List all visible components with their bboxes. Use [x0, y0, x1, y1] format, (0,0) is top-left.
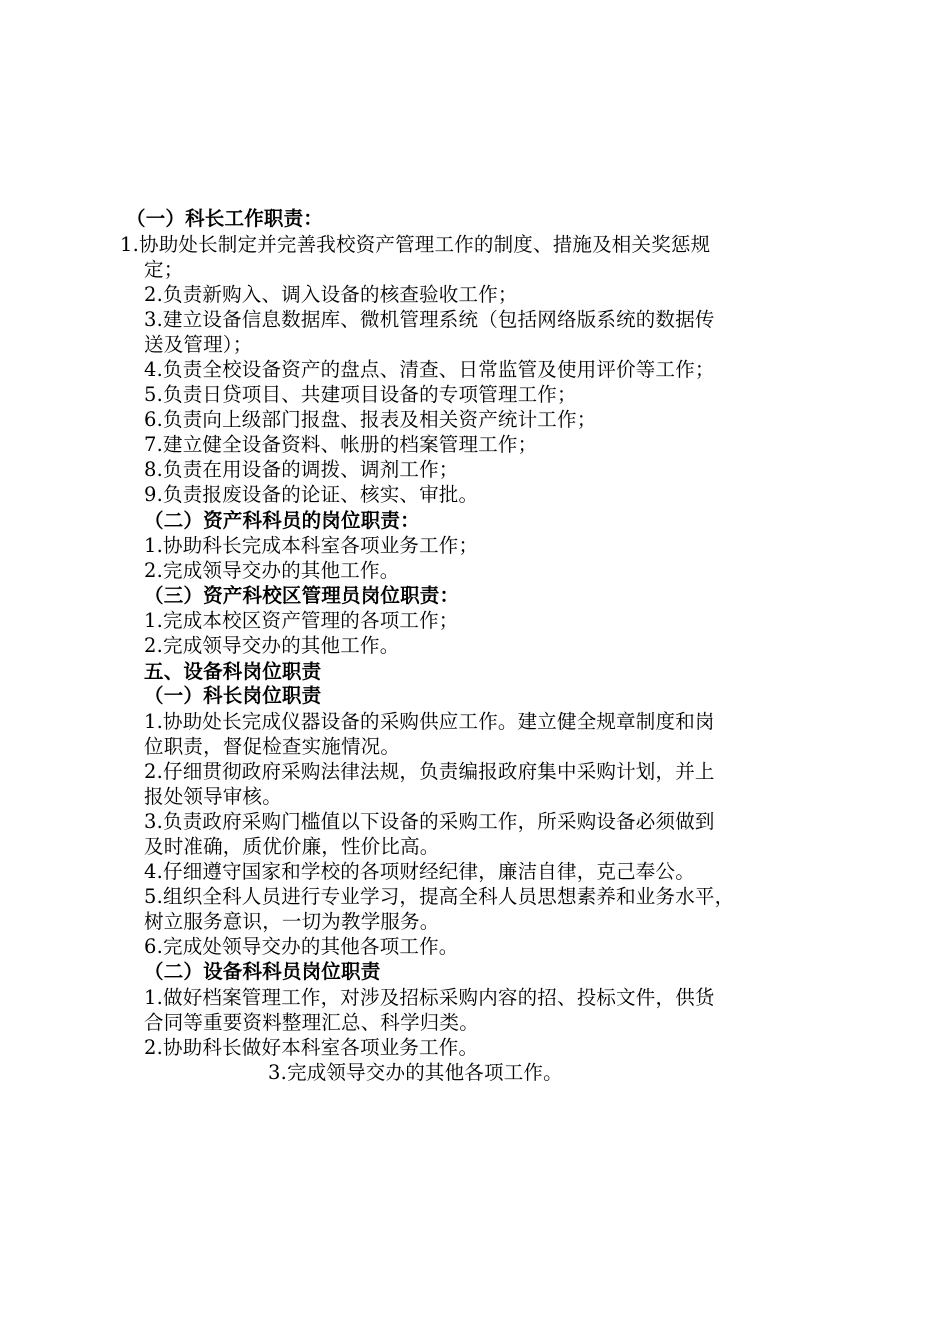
duty-item: 6.负责向上级部门报盘、报表及相关资产统计工作；	[144, 408, 597, 431]
duty-item: 6.完成处领导交办的其他各项工作。	[144, 935, 459, 958]
duty-item: 2.仔细贯彻政府采购法律法规，负责编报政府集中采购计划，并上	[144, 760, 715, 783]
duty-item: 8.负责在用设备的调拨、调剂工作；	[144, 458, 459, 481]
section-heading-equipment-dept: 五、设备科岗位职责	[144, 660, 322, 683]
duty-item-continued: 合同等重要资料整理汇总、科学归类。	[144, 1011, 479, 1034]
duty-item: 1.做好档案管理工作，对涉及招标采购内容的招、投标文件，供货	[144, 986, 715, 1009]
duty-item: 4.负责全校设备资产的盘点、清查、日常监管及使用评价等工作；	[144, 358, 715, 381]
duty-item: 5.负责日贷项目、共建项目设备的专项管理工作；	[144, 383, 577, 406]
duty-item: 3.负责政府采购门槛值以下设备的采购工作，所采购设备必须做到	[144, 810, 715, 833]
duty-item: 9.负责报废设备的论证、核实、审批。	[144, 483, 479, 506]
duty-item: 2.协助科长做好本科室各项业务工作。	[144, 1036, 479, 1059]
duty-item: 2.负责新购入、调入设备的核查验收工作；	[144, 283, 518, 306]
section-heading-equipment-chief-duties: （一）科长岗位职责	[144, 684, 322, 707]
duty-item: 1.协助科长完成本科室各项业务工作；	[144, 534, 479, 557]
duty-item: 1.协助处长完成仪器设备的采购供应工作。建立健全规章制度和岗	[144, 710, 715, 733]
duty-item-continued: 定；	[144, 258, 184, 281]
duty-item-continued: 送及管理）；	[144, 333, 253, 356]
duty-item-continued: 树立服务意识，一切为教学服务。	[144, 910, 440, 933]
section-heading-equipment-clerk-duties: （二）设备科科员岗位职责	[144, 960, 381, 983]
section-heading-campus-admin-duties: （三）资产科校区管理员岗位职责：	[144, 584, 460, 607]
section-heading-asset-clerk-duties: （二）资产科科员的岗位职责：	[144, 509, 420, 532]
duty-item: 5.组织全科人员进行专业学习，提高全科人员思想素养和业务水平，	[144, 885, 735, 908]
duty-item: 7.建立健全设备资料、帐册的档案管理工作；	[144, 433, 538, 456]
duty-item-continued: 及时准确，质优价廉，性价比高。	[144, 835, 440, 858]
duty-item: 4.仔细遵守国家和学校的各项财经纪律，廉洁自律，克己奉公。	[144, 860, 695, 883]
duty-item: 2.完成领导交办的其他工作。	[144, 634, 400, 657]
section-heading-section-chief-duties: （一）科长工作职责：	[126, 207, 324, 230]
duty-item: 3.建立设备信息数据库、微机管理系统（包括网络版系统的数据传	[144, 308, 715, 331]
duty-item-continued: 位职责，督促检查实施情况。	[144, 735, 401, 758]
duty-item-continued: 报处领导审核。	[144, 785, 282, 808]
duty-item: 3.完成领导交办的其他各项工作。	[268, 1061, 563, 1084]
duty-item: 1.协助处长制定并完善我校资产管理工作的制度、措施及相关奖惩规	[120, 233, 711, 256]
duty-item: 2.完成领导交办的其他工作。	[144, 559, 400, 582]
duty-item: 1.完成本校区资产管理的各项工作；	[144, 609, 459, 632]
